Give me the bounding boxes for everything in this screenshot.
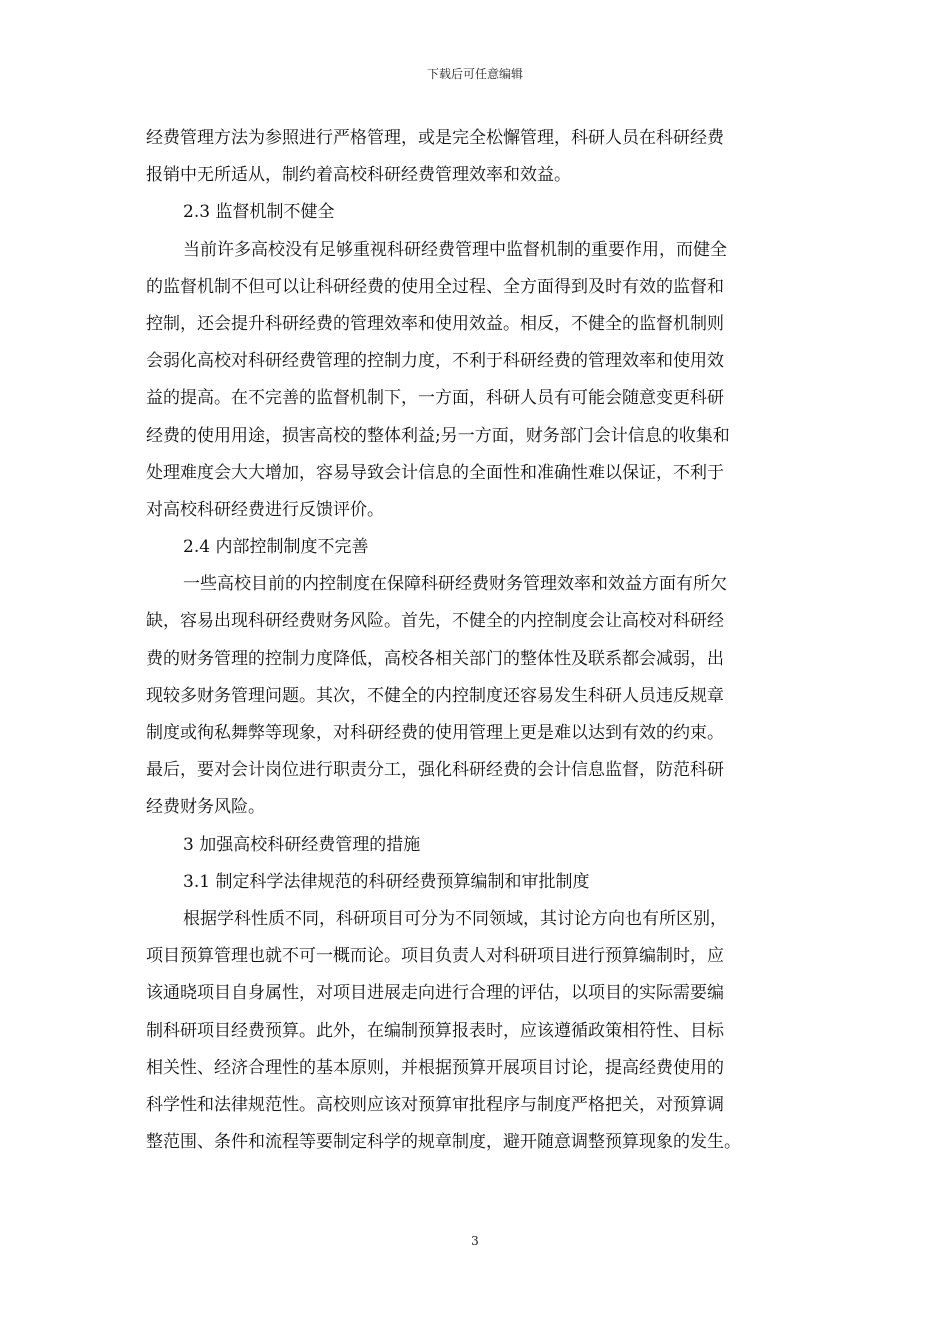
paragraph-line: 经费管理方法为参照进行严格管理，或是完全松懈管理，科研人员在科研经费 <box>146 128 724 148</box>
paragraph-line: 经费财务风险。 <box>146 797 265 818</box>
paragraph-line: 科学性和法律规范性。高校则应该对预算审批程序与制度严格把关，对预算调 <box>146 1094 724 1115</box>
paragraph-line: 的监督机制不但可以让科研经费的使用全过程、全方面得到及时有效的监督和 <box>146 276 724 297</box>
paragraph-line: 报销中无所适从，制约着高校科研经费管理效率和效益。 <box>146 165 571 186</box>
paragraph-line: 整范围、条件和流程等要制定科学的规章制度，避开随意调整预算现象的发生。 <box>146 1132 741 1153</box>
page-number: 3 <box>471 1234 479 1248</box>
paragraph-line: 处理难度会大大增加，容易导致会计信息的全面性和准确性难以保证，不利于 <box>146 462 724 483</box>
paragraph-line: 该通晓项目自身属性，对项目进展走向进行合理的评估，以项目的实际需要编 <box>146 983 724 1004</box>
paragraph-line: 项目预算管理也就不可一概而论。项目负责人对科研项目进行预算编制时，应 <box>146 946 724 967</box>
section-heading-2-4: 2.4 内部控制制度不完善 <box>183 537 369 558</box>
paragraph-line: 最后，要对会计岗位进行职责分工，强化科研经费的会计信息监督，防范科研 <box>146 760 724 781</box>
paragraph-line: 相关性、经济合理性的基本原则，并根据预算开展项目讨论，提高经费使用的 <box>146 1057 724 1078</box>
paragraph-line: 缺，容易出现科研经费财务风险。首先，不健全的内控制度会让高校对科研经 <box>146 611 724 632</box>
paragraph-line: 制度或徇私舞弊等现象，对科研经费的使用管理上更是难以达到有效的约束。 <box>146 723 724 743</box>
paragraph-line: 益的提高。在不完善的监督机制下，一方面，科研人员有可能会随意变更科研 <box>146 388 724 409</box>
paragraph-line: 制科研项目经费预算。此外，在编制预算报表时，应该遵循政策相符性、目标 <box>146 1020 724 1041</box>
paragraph-line: 根据学科性质不同，科研项目可分为不同领域，其讨论方向也有所区别， <box>183 908 727 929</box>
paragraph-line: 会弱化高校对科研经费管理的控制力度，不利于科研经费的管理效率和使用效 <box>146 351 724 372</box>
document-body <box>146 120 818 1161</box>
paragraph-line: 一些高校目前的内控制度在保障科研经费财务管理效率和效益方面有所欠 <box>183 574 727 595</box>
section-heading-2-3: 2.3 监督机制不健全 <box>183 202 335 223</box>
paragraph-line: 控制，还会提升科研经费的管理效率和使用效益。相反，不健全的监督机制则 <box>146 313 724 334</box>
paragraph-line: 当前许多高校没有足够重视科研经费管理中监督机制的重要作用，而健全 <box>183 239 727 260</box>
paragraph-line: 现较多财务管理问题。其次，不健全的内控制度还容易发生科研人员违反规章 <box>146 685 724 706</box>
section-heading-3: 3 加强高校科研经费管理的措施 <box>183 834 421 855</box>
paragraph-line: 经费的使用用途，损害高校的整体利益;另一方面，财务部门会计信息的收集和 <box>146 425 730 446</box>
paragraph-line: 费的财务管理的控制力度降低，高校各相关部门的整体性及联系都会减弱，出 <box>146 648 724 669</box>
section-heading-3-1: 3.1 制定科学法律规范的科研经费预算编制和审批制度 <box>183 871 590 892</box>
paragraph-line: 对高校科研经费进行反馈评价。 <box>146 499 384 520</box>
page-header: 下载后可任意编辑 <box>426 67 523 81</box>
